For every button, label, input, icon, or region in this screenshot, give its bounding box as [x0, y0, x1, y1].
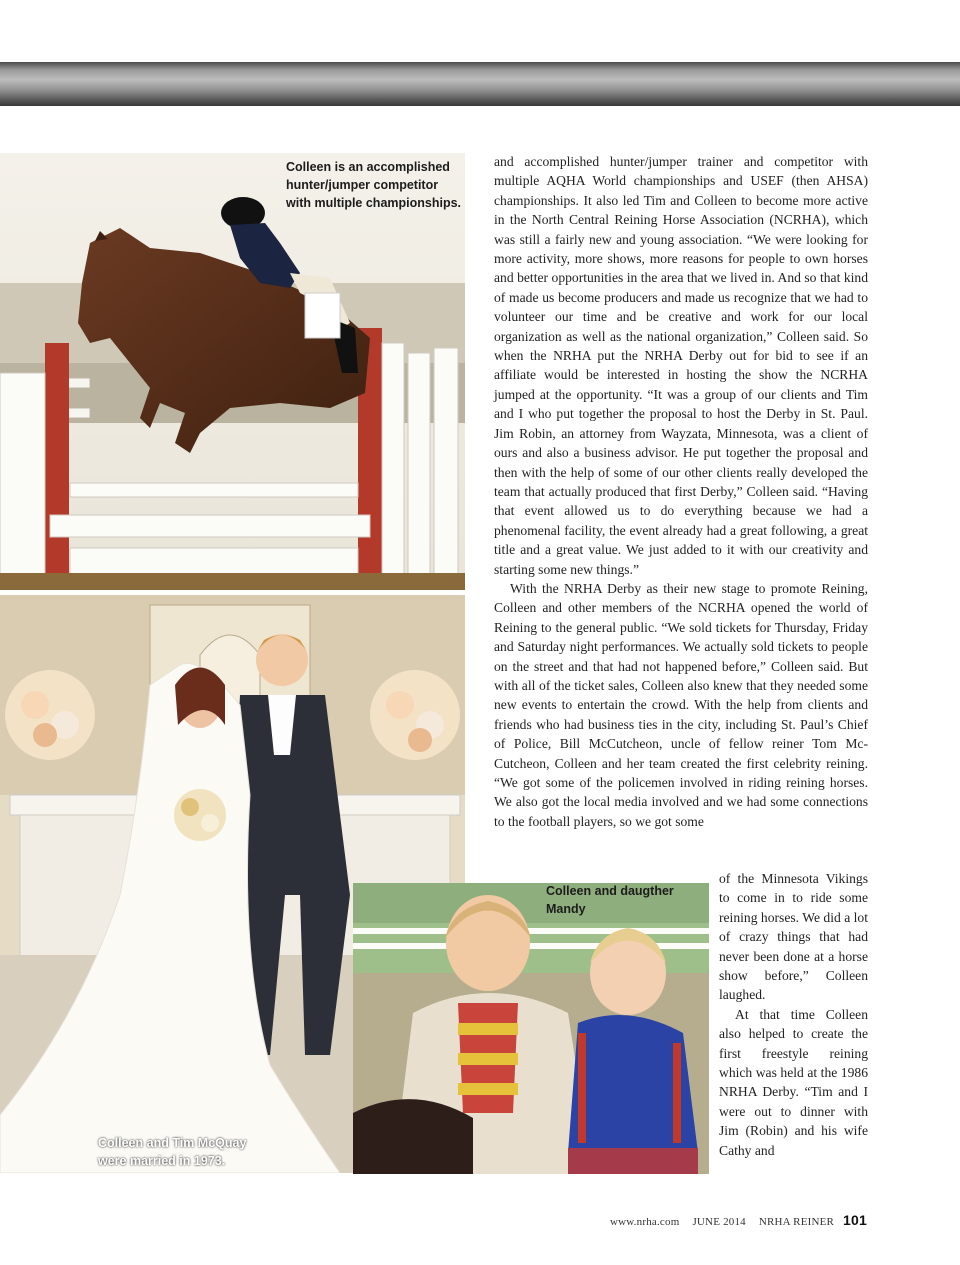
jumper-caption: Colleen is an accomplished hunter/jumper competitor with multiple championships.: [286, 160, 462, 210]
article-column: [494, 152, 868, 831]
article-paragraph-3: At that time Colleen also helped to create the first freestyle reining which was held at the 1986 NRHA Derby. “Tim and I were out to dinner with Jim (Robin) and his wife Cathy and: [719, 1006, 868, 1158]
daughter-photo: [353, 883, 709, 1174]
article-narrow-column: [719, 869, 868, 1160]
article-paragraph-2: With the NRHA Derby as their new stage to promote Reining, Colleen and other members of the NCRHA opened the world of Reining to the general public. “We sold tickets for Thursday, Friday and Saturday night performances. We actually sold tickets to people on the street and that had not happened before,” Colleen said. But with all of the ticket sales, Colleen also knew that they needed some new events to entertain the crowd. With the help from clients and friends who had business ties in the city, including St. Paul’s Chief of Police, Bill McCutcheon, uncle of fellow reiner Tom McCutcheon, Colleen and her team created the first celebrity reining. “We got some of the policemen involved in riding reining horses. We also got the local media involved and we had some connections to the football players, so we got some: [494, 580, 868, 829]
jumper-photo: [0, 153, 465, 590]
page-number: 101: [843, 1212, 867, 1228]
page-footer: [600, 1212, 867, 1228]
article-paragraph-2-continued: of the Minnesota Vikings to come in to ride some reining horses. We did a lot of crazy things that had never been done at a horse show before,” Colleen laughed.: [719, 871, 868, 1003]
footer-issue: JUNE 2014: [692, 1216, 746, 1228]
footer-url: www.nrha.com: [609, 1216, 680, 1228]
footer-magazine: NRHA REINER: [758, 1216, 835, 1228]
article-paragraph-1: and accomplished hunter/jumper trainer and competitor with multiple AQHA World championships and USEF (then AHSA) championships. It also led Tim and Colleen to become more active in the North Central Reining Horse Association (NCRHA), which was still a fairly new and young association. “We were looking for more activity, more shows, more reasons for people to own horses and better opportunities in the area that we lived in. And so that kind of made us become producers and made us recognize that we had to volunteer our time and be creative and work for our local organization as well as the national organization,” Colleen said. So when the NRHA put the NRHA Derby out for bid to see if an affiliate would be interested in hosting the show the NCRHA jumped at the opportunity. “It was a group of our clients and Tim and I who put together the proposal to host the Derby in St. Paul. Jim Robin, an attorney from Wayzata, Minnesota, was a client of ours and also a business advisor. He put together the proposal and then with the help of some of our other clients really developed the team that actually produced that first Derby,” Colleen said. “Having that event allowed us to do everything because we had a phenomenal facility, the event already had a great following, a great title and a great value. We just added to it with our creativity and starting some new things.”: [494, 154, 868, 577]
header-bar: [0, 62, 960, 106]
daughter-caption: Colleen and daugther Mandy: [546, 884, 674, 916]
wedding-caption: Colleen and Tim McQuay were married in 1973.: [98, 1136, 247, 1168]
